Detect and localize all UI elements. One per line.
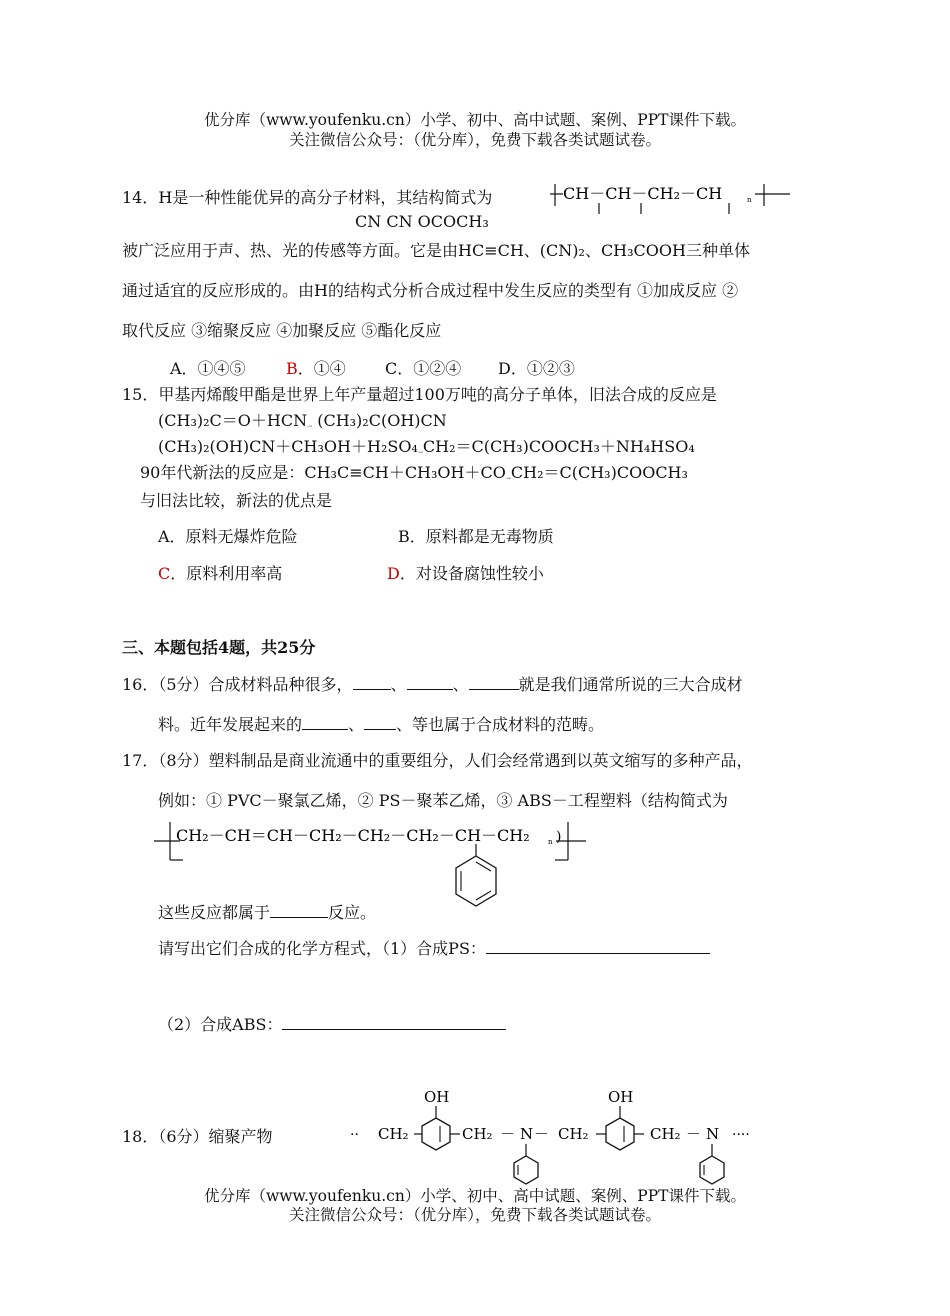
q16-line2-suffix: 、等也属于合成材料的范畴。 (396, 715, 605, 734)
q14-structure-n: n (747, 196, 752, 204)
q15-eq3-left: 90年代新法的反应是：CH₃C≡CH＋CH₃OH＋CO (140, 463, 506, 482)
q17-line3-suffix: 反应。 (328, 903, 377, 922)
footer-line-2: 关注微信公众号：（优分库），免费下载各类试题试卷。 (288, 1206, 661, 1224)
q18-dash-1: － (500, 1125, 516, 1143)
q16-line-2 (158, 712, 604, 735)
q16-line2-sep: 、 (348, 715, 365, 734)
q15-eq2-left: (CH₃)₂(OH)CN＋CH₃OH＋H₂SO₄ (158, 437, 418, 456)
q17-blank-ps-equation[interactable] (486, 939, 710, 954)
q17-blank-reaction-type[interactable] (270, 903, 328, 918)
q18-dots-left: ·· (350, 1127, 359, 1143)
q16-line2-prefix: 料。近年发展起来的 (158, 715, 303, 734)
q16-line-1 (122, 672, 743, 695)
q14-option-b[interactable] (286, 356, 346, 379)
q18-n-2: N (706, 1125, 720, 1143)
q14-line-4: 取代反应 ③缩聚反应 ④加聚反应 ⑤酯化反应 (122, 321, 442, 340)
q14-line-3: 通过适宜的反应形成的。由H的结构式分析合成过程中发生反应的类型有 ①加成反应 ② (122, 281, 739, 300)
q17-line3-prefix: 这些反应都属于 (158, 903, 271, 922)
q15-option-a[interactable]: A．原料无爆炸危险 (158, 527, 298, 546)
q15-eq3-arrow: → (505, 475, 511, 482)
q16-blank-4[interactable] (302, 715, 348, 730)
q18-n-1: N (520, 1125, 534, 1143)
q16-suffix: 就是我们通常所说的三大合成材 (518, 675, 743, 694)
q15-line-1: 15．甲基丙烯酸甲酯是世界上年产量超过100万吨的高分子单体，旧法合成的反应是 (122, 385, 717, 404)
q14-line-2: 被广泛应用于声、热、光的传感等方面。它是由HC≡CH、(CN)₂、CH₃COOH三种单体 (122, 241, 750, 260)
phenol-ring-1-icon (422, 1118, 450, 1150)
benzene-ring-icon (456, 856, 496, 906)
q15-eq2-arrow: → (417, 449, 423, 456)
q18-condensation-product (348, 1082, 760, 1188)
q15-equation-2 (158, 434, 695, 457)
q14-option-a[interactable]: A．①④⑤ (170, 359, 246, 378)
q16-sep-1: 、 (390, 675, 407, 694)
q15-option-c-text: ．原料利用率高 (170, 564, 283, 583)
q17-line-2: 例如：① PVC－聚氯乙烯，② PS－聚苯乙烯，③ ABS－工程塑料（结构简式为 (158, 791, 728, 810)
q18-oh-2: OH (608, 1088, 634, 1106)
q18-ch2-3: CH₂ (558, 1125, 589, 1143)
q17-abs-close: ) (556, 829, 562, 845)
q14-polymer-structure (545, 176, 805, 216)
header-line-2: 关注微信公众号：（优分库），免费下载各类试题试卷。 (288, 131, 661, 149)
q18-dots-right: ···· (732, 1127, 750, 1143)
q15-option-b[interactable]: B．原料都是无毒物质 (398, 527, 554, 546)
q15-eq1-right: (CH₃)₂C(OH)CN (317, 411, 447, 430)
q18-dash-2: － (534, 1125, 550, 1143)
q17-line-1: 17．（8分）塑料制品是商业流通中的重要组分，人们会经常遇到以英文缩写的多种产品， (122, 751, 753, 770)
q16-sep-2: 、 (452, 675, 469, 694)
q16-blank-1[interactable] (353, 675, 391, 690)
q15-eq3-right: CH₂＝C(CH₃)COOCH₃ (510, 463, 688, 482)
q17-blank-abs-equation[interactable] (282, 1015, 506, 1030)
q15-eq2-right: CH₂＝C(CH₃)COOCH₃＋NH₄HSO₄ (422, 437, 695, 456)
q15-equation-3 (140, 460, 688, 483)
q16-blank-5[interactable] (364, 715, 396, 730)
q17-line-4 (158, 936, 710, 959)
footer-line-1: 优分库（www.youfenku.cn）小学、初中、高中试题、案例、PPT课件下载。 (203, 1187, 747, 1205)
q17-abs-n: n (548, 838, 553, 846)
q15-option-d-text: ．对设备腐蚀性较小 (399, 564, 544, 583)
q14-option-b-letter: B (286, 359, 298, 378)
q17-line-5 (158, 1012, 506, 1035)
q15-equation-1 (158, 408, 447, 431)
q17-line4-text: 请写出它们合成的化学方程式，（1）合成PS： (158, 939, 486, 958)
q18-label: 18．（6分）缩聚产物 (122, 1127, 273, 1146)
q15-option-c-letter: C (158, 564, 171, 583)
q18-ch2-4: CH₂ (650, 1125, 681, 1143)
q16-blank-3[interactable] (469, 675, 519, 690)
section-3-title: 三、本题包括4题，共25分 (122, 638, 316, 657)
q15-option-c[interactable] (158, 561, 282, 584)
header-line-1: 优分库（www.youfenku.cn）小学、初中、高中试题、案例、PPT课件下载。 (203, 111, 747, 129)
q18-ch2-2: CH₂ (462, 1125, 493, 1143)
q18-oh-1: OH (424, 1088, 450, 1106)
q14-substituents: CN CN OCOCH₃ (355, 212, 489, 231)
q14-option-b-text: ．①④ (297, 359, 346, 378)
phenol-ring-2-icon (606, 1118, 634, 1150)
q14-option-c[interactable]: C．①②④ (385, 359, 462, 378)
q17-line5-text: （2）合成ABS： (158, 1015, 283, 1034)
q15-option-d-letter: D (387, 564, 400, 583)
q18-dash-3: － (686, 1125, 702, 1143)
q15-eq1-left: (CH₃)₂C＝O＋HCN (158, 411, 308, 430)
q14-option-d[interactable]: D．①②③ (498, 359, 575, 378)
q16-prefix: 16．（5分）合成材料品种很多， (122, 675, 353, 694)
q18-ch2-1: CH₂ (378, 1125, 409, 1143)
q16-blank-2[interactable] (407, 675, 453, 690)
q17-line-3 (158, 900, 376, 923)
q14-intro: 14．H是一种性能优异的高分子材料，其结构简式为 (122, 188, 493, 207)
q17-abs-main: CH₂－CH＝CH－CH₂－CH₂－CH₂－CH－CH₂ (176, 826, 530, 845)
q15-option-d[interactable] (387, 561, 544, 584)
q15-compare: 与旧法比较，新法的优点是 (140, 491, 333, 510)
q15-eq1-arrow: → (307, 423, 313, 430)
q14-structure-main: CH－CH－CH₂－CH (563, 184, 723, 203)
